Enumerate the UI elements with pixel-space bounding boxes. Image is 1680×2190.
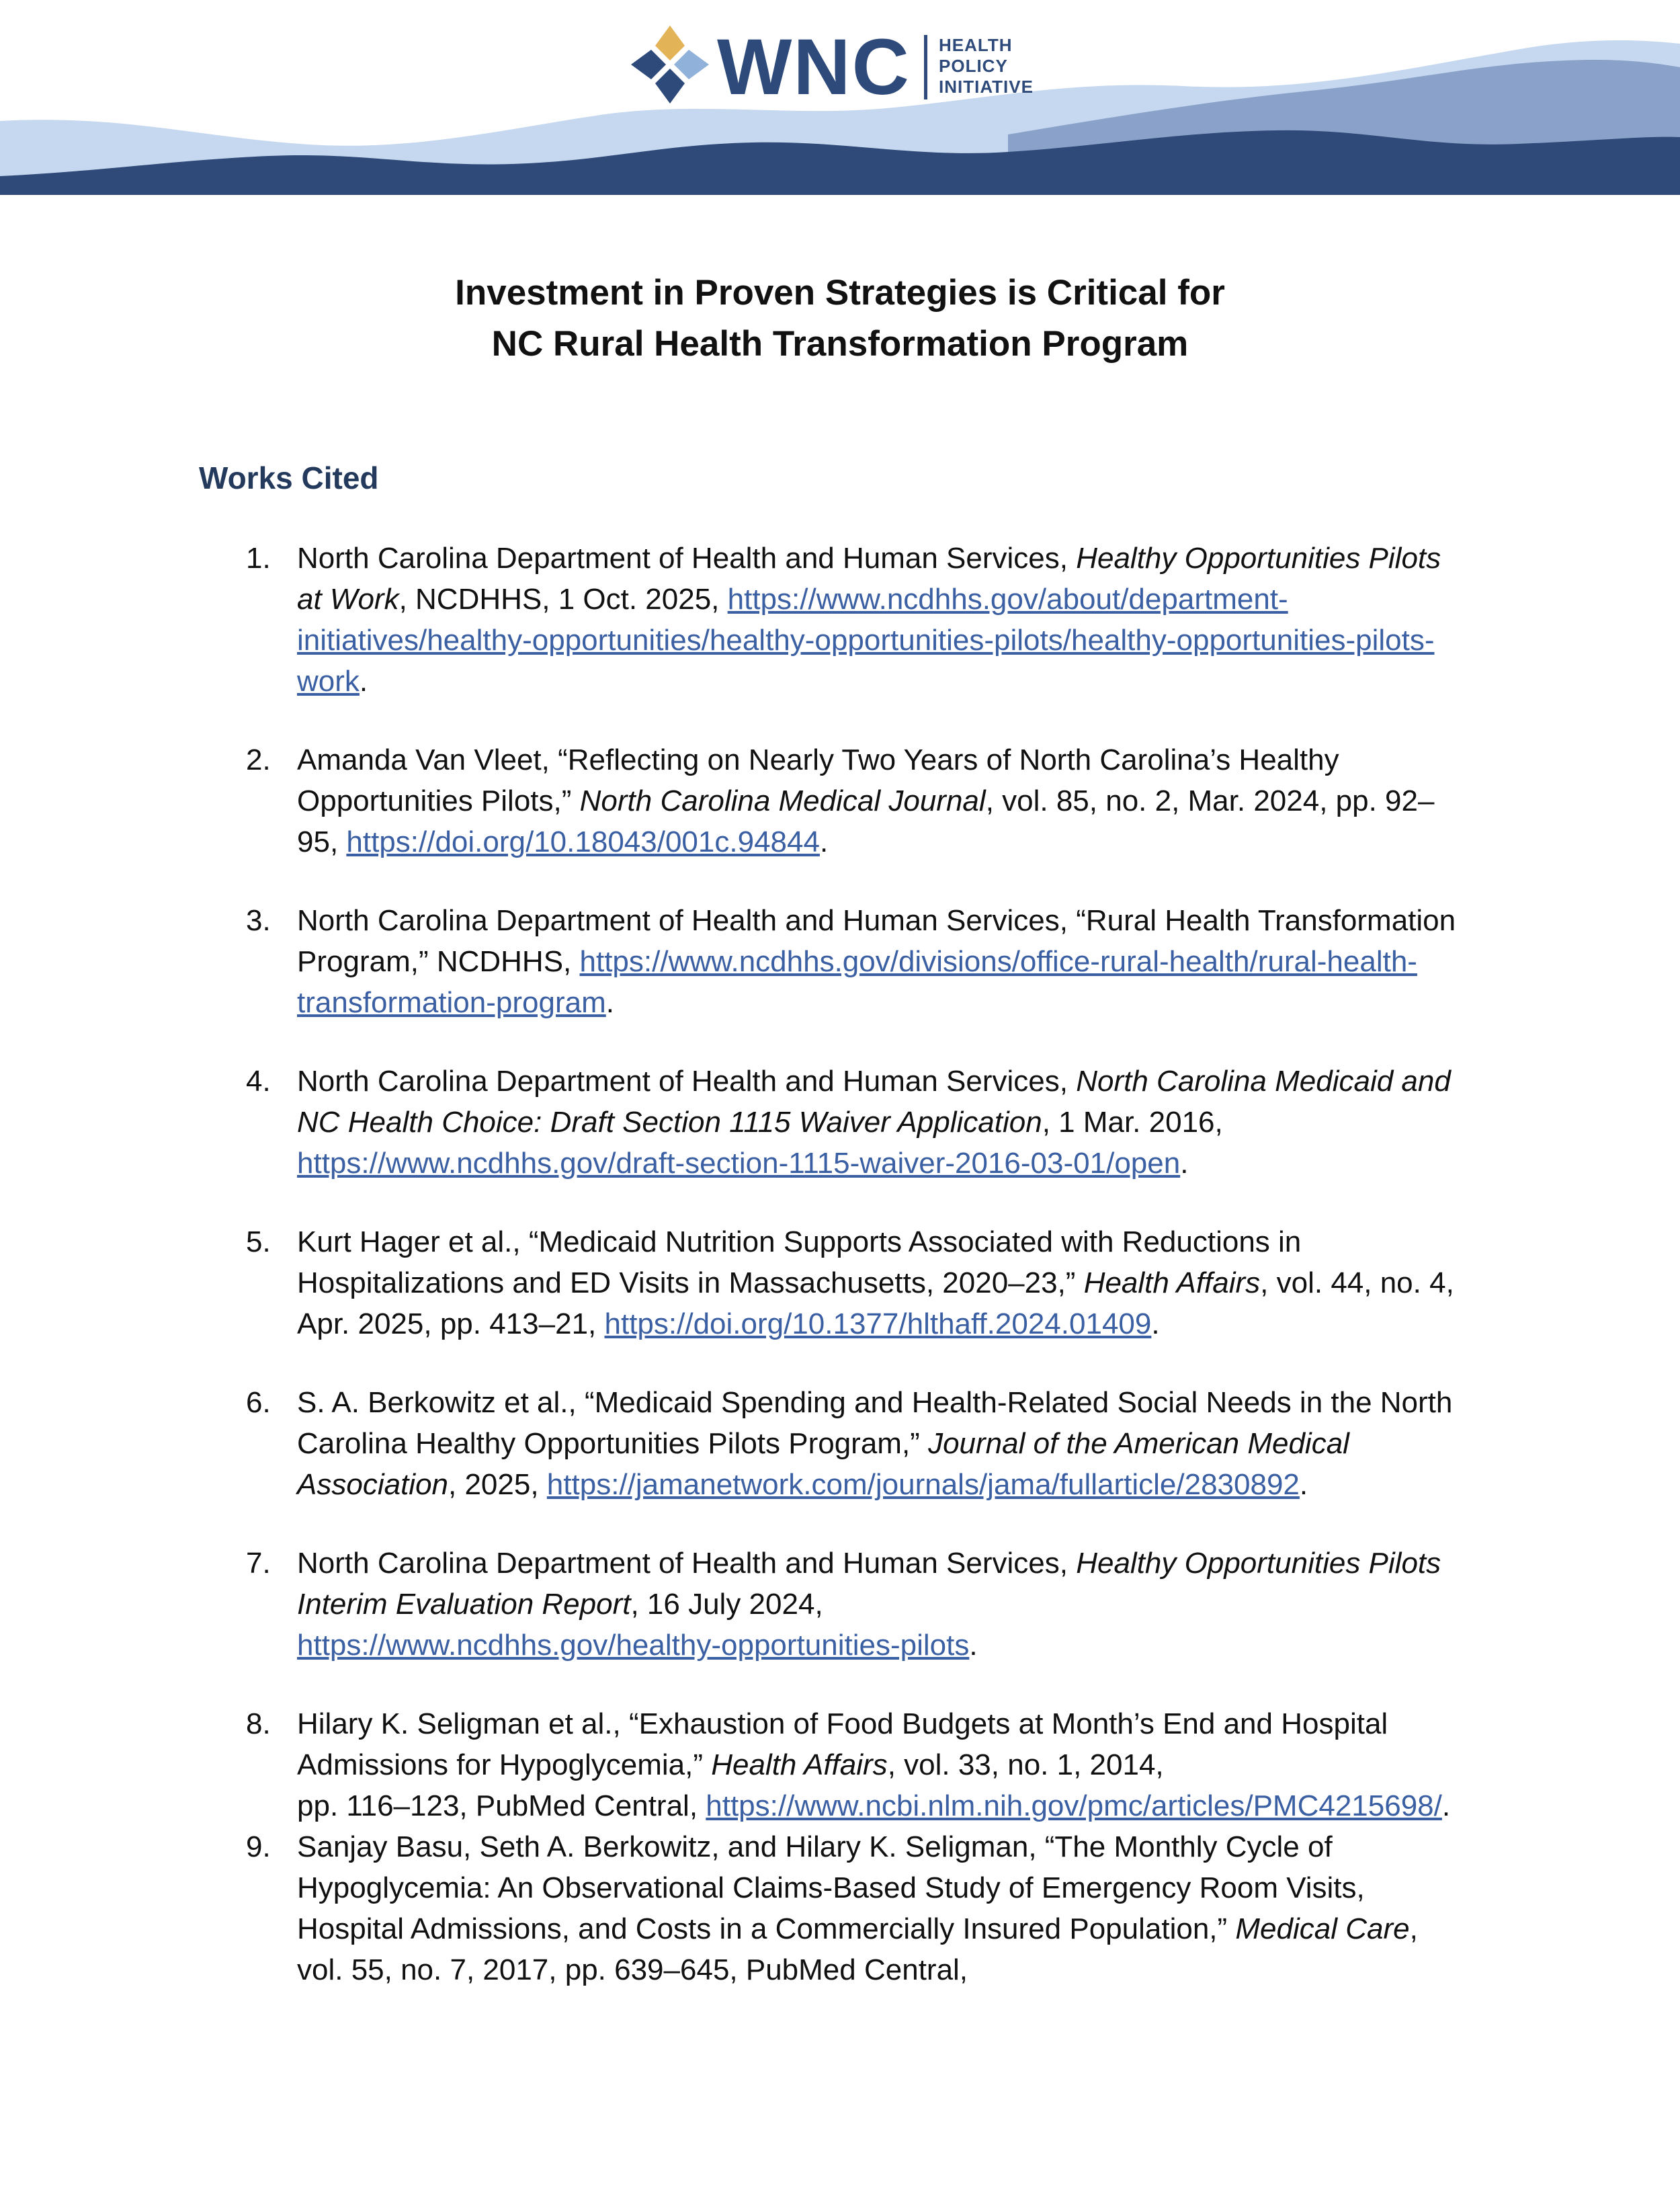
page-title-line-2: NC Rural Health Transformation Program [491,324,1189,364]
page-header [0,0,1680,195]
reference-line [297,1949,1516,1990]
reference-text: , 2025, [448,1468,547,1501]
reference-italic-title: Journal of the American Medical [928,1427,1349,1460]
reference-link[interactable]: https://doi.org/10.18043/001c.94844 [346,825,820,858]
reference-link[interactable]: https://www.ncbi.nlm.nih.gov/pmc/articles/PMC4215698/ [706,1789,1442,1822]
reference-line [297,1423,1516,1464]
reference-link[interactable]: https://www.ncdhhs.gov/healthy-opportunities-pilots [297,1629,970,1662]
reference-text: North Carolina Department of Health and Human Services, “Rural Health Transformation [297,904,1456,937]
reference-text: North Carolina Department of Health and Human Services, [297,1547,1077,1580]
reference-italic-title: North Carolina Medical Journal [579,784,986,817]
reference-link[interactable]: transformation-program [297,986,606,1019]
section-heading-works-cited: Works Cited [199,460,379,495]
reference-line [297,1867,1516,1908]
logo-tagline-line: POLICY [939,56,1008,76]
reference-line [297,821,1516,862]
reference-line [297,1785,1516,1826]
reference-line [297,1221,1516,1262]
reference-line [297,780,1516,821]
reference-text: . [969,1629,978,1662]
reference-text: North Carolina Department of Health and Human Services, [297,542,1077,575]
reference-line [297,620,1516,661]
reference-line [297,982,1516,1023]
reference-link[interactable]: https://www.ncdhhs.gov/divisions/office-rural-health/rural-health- [579,945,1417,978]
logo-tagline [939,35,1034,97]
reference-item [199,739,1516,862]
reference-italic-title: Association [297,1468,449,1501]
reference-line [297,1908,1516,1949]
reference-text: Hilary K. Seligman et al., “Exhaustion of Food Budgets at Month’s End and Hospital [297,1707,1388,1740]
reference-text: Hospital Admissions, and Costs in a Commercially Insured Population,” [297,1912,1236,1945]
logo-tagline-line: HEALTH [939,35,1013,55]
reference-line [297,1744,1516,1785]
reference-text: Amanda Van Vleet, “Reflecting on Nearly Two Years of North Carolina’s Healthy [297,743,1339,776]
reference-italic-title: at Work [297,583,399,616]
reference-italic-title: Interim Evaluation Report [297,1588,631,1621]
reference-text: , vol. 85, no. 2, Mar. 2024, pp. 92– [985,784,1435,817]
reference-text: Apr. 2025, pp. 413–21, [297,1307,605,1340]
reference-text: , [1409,1912,1418,1945]
reference-text: pp. 116–123, PubMed Central, [297,1789,706,1822]
reference-number: 5. [246,1225,271,1258]
logo-divider [924,35,927,99]
reference-text: . [359,665,368,698]
reference-text: Sanjay Basu, Seth A. Berkowitz, and Hilary K. Seligman, “The Monthly Cycle of [297,1830,1333,1863]
reference-line [297,1303,1516,1344]
reference-italic-title: North Carolina Medicaid and [1076,1065,1451,1098]
reference-text: Kurt Hager et al., “Medicaid Nutrition Supports Associated with Reductions in [297,1225,1302,1258]
reference-item [199,1543,1516,1666]
reference-item [199,1703,1516,1826]
reference-text: S. A. Berkowitz et al., “Medicaid Spending and Health-Related Social Needs in the North [297,1386,1453,1419]
reference-text: . [1299,1468,1308,1501]
reference-text: . [1151,1307,1160,1340]
logo-diamond-mark-icon [628,23,712,106]
page-title-line-1: Investment in Proven Strategies is Critical for [455,273,1225,313]
reference-line [297,1262,1516,1303]
reference-text: , NCDHHS, 1 Oct. 2025, [398,583,728,616]
logo-tagline-line: INITIATIVE [939,77,1034,97]
reference-item [199,538,1516,702]
reference-text: Admissions for Hypoglycemia,” [297,1748,712,1781]
reference-number: 3. [246,904,271,937]
reference-line [297,739,1516,780]
reference-italic-title: Healthy Opportunities Pilots [1076,1547,1441,1580]
reference-text: Hypoglycemia: An Observational Claims-Based Study of Emergency Room Visits, [297,1871,1365,1904]
reference-link[interactable]: initiatives/healthy-opportunities/healthy-opportunities-pilots/healthy-opportunities-pilots- [297,624,1435,657]
reference-italic-title: Healthy Opportunities Pilots [1076,542,1441,575]
reference-line [297,1584,1516,1625]
reference-number: 7. [246,1547,271,1580]
reference-line [297,1543,1516,1584]
reference-text: . [1180,1147,1189,1180]
reference-number: 8. [246,1707,271,1740]
references-list [199,538,1516,1990]
reference-link[interactable]: https://doi.org/10.1377/hlthaff.2024.01409 [604,1307,1152,1340]
page-title [0,268,1680,370]
reference-italic-title: Medical Care [1235,1912,1410,1945]
reference-line [297,1143,1516,1184]
reference-number: 2. [246,743,271,776]
reference-number: 1. [246,542,271,575]
reference-item [199,1382,1516,1505]
reference-italic-title: Health Affairs [711,1748,888,1781]
reference-number: 4. [246,1065,271,1098]
reference-number: 9. [246,1830,271,1863]
reference-line [297,1826,1516,1867]
reference-text: vol. 55, no. 7, 2017, pp. 639–645, PubMed Central, [297,1953,968,1986]
reference-line [297,661,1516,702]
reference-link[interactable]: https://jamanetwork.com/journals/jama/fullarticle/2830892 [546,1468,1300,1501]
reference-line [297,579,1516,620]
reference-line [297,1382,1516,1423]
reference-italic-title: NC Health Choice: Draft Section 1115 Waiver Application [297,1106,1042,1139]
reference-text: . [605,986,614,1019]
wnc-logo [628,23,1058,110]
reference-line [297,1102,1516,1143]
reference-text: . [819,825,829,858]
reference-item [199,900,1516,1023]
reference-text: North Carolina Department of Health and Human Services, [297,1065,1077,1098]
reference-text: 95, [297,825,347,858]
reference-line [297,1061,1516,1102]
reference-line [297,538,1516,579]
reference-text: Carolina Healthy Opportunities Pilots Program,” [297,1427,929,1460]
reference-number: 6. [246,1386,271,1419]
reference-line [297,1464,1516,1505]
reference-line [297,1703,1516,1744]
reference-line [297,941,1516,982]
reference-italic-title: Health Affairs [1083,1266,1261,1299]
reference-link[interactable]: https://www.ncdhhs.gov/about/department- [727,583,1288,616]
reference-item [199,1826,1516,1990]
reference-text: Hospitalizations and ED Visits in Massachusetts, 2020–23,” [297,1266,1084,1299]
reference-text: , vol. 33, no. 1, 2014, [887,1748,1164,1781]
logo-wordmark: WNC [717,23,911,112]
reference-text: , 16 July 2024, [630,1588,823,1621]
reference-item [199,1221,1516,1344]
reference-line [297,900,1516,941]
reference-text: Program,” NCDHHS, [297,945,580,978]
reference-text: , vol. 44, no. 4, [1260,1266,1454,1299]
reference-text: . [1441,1789,1451,1822]
reference-text: Opportunities Pilots,” [297,784,580,817]
reference-link[interactable]: https://www.ncdhhs.gov/draft-section-1115-waiver-2016-03-01/open [297,1147,1181,1180]
reference-text: , 1 Mar. 2016, [1042,1106,1223,1139]
reference-line [297,1625,1516,1666]
reference-item [199,1061,1516,1184]
reference-link[interactable]: work [297,665,360,698]
